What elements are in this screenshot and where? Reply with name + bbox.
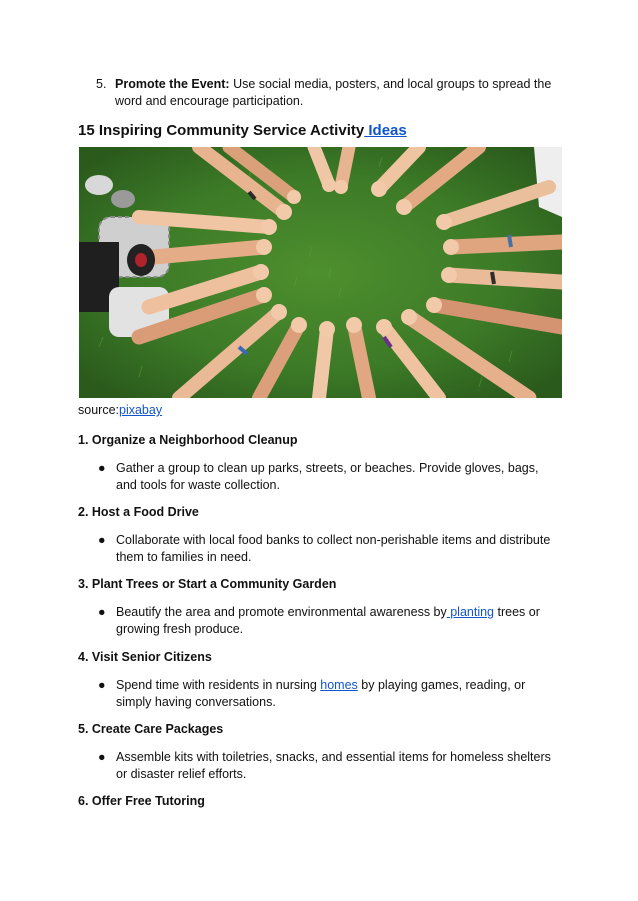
- bullet-text-post: by playing games, reading, or simply having conversations.: [116, 678, 526, 709]
- activity-title-1: 1. Organize a Neighborhood Cleanup: [78, 433, 298, 447]
- list-item-text: Use social media, posters, and local groups to spread the word and encourage participation.: [115, 77, 552, 108]
- bullet-text-pre: Spend time with residents in nursing: [116, 678, 321, 692]
- activity-bullet-3: [98, 604, 560, 637]
- list-number: 5.: [96, 77, 107, 91]
- bullet-text: [116, 677, 560, 710]
- source-label: source:: [78, 403, 119, 417]
- bullet-dot: ●: [98, 678, 106, 692]
- bullet-dot: ●: [98, 750, 106, 764]
- activity-title-5: 5. Create Care Packages: [78, 722, 224, 736]
- image-source: [78, 403, 162, 417]
- bullet-text: Assemble kits with toiletries, snacks, and essential items for homeless shelters or disaster relief efforts.: [116, 750, 551, 781]
- bullet-text: [116, 604, 560, 637]
- activity-title-4: 4. Visit Senior Citizens: [78, 650, 212, 664]
- planting-link[interactable]: planting: [446, 605, 495, 619]
- hands-feet-circle-photo: [79, 147, 562, 398]
- bullet-dot: ●: [98, 533, 106, 547]
- activity-bullet-2: [98, 532, 560, 565]
- heading-link[interactable]: Ideas: [364, 122, 407, 139]
- activity-title-6: 6. Offer Free Tutoring: [78, 794, 205, 808]
- heading-text: 15 Inspiring Community Service Activity: [78, 122, 365, 139]
- intro-list-item: [96, 76, 566, 109]
- list-item-bold: Promote the Event:: [115, 77, 230, 91]
- bullet-dot: ●: [98, 461, 106, 475]
- bullet-text: Gather a group to clean up parks, streets, or beaches. Provide gloves, bags, and tools for waste collection.: [116, 461, 539, 492]
- activity-title-3: 3. Plant Trees or Start a Community Garden: [78, 577, 337, 591]
- bullet-text: Collaborate with local food banks to collect non-perishable items and distribute them to families in need.: [116, 533, 551, 564]
- bullet-text-post: trees or growing fresh produce.: [116, 605, 540, 636]
- bullet-text-pre: Beautify the area and promote environmental awareness by: [116, 605, 447, 619]
- bullet-dot: ●: [98, 605, 106, 619]
- activity-bullet-1: [98, 460, 560, 493]
- section-heading: [78, 122, 407, 139]
- activity-title-2: 2. Host a Food Drive: [78, 505, 199, 519]
- activity-bullet-5: [98, 749, 560, 782]
- homes-link[interactable]: homes: [320, 678, 358, 692]
- source-link[interactable]: pixabay: [119, 403, 163, 417]
- activity-bullet-4: [98, 677, 560, 710]
